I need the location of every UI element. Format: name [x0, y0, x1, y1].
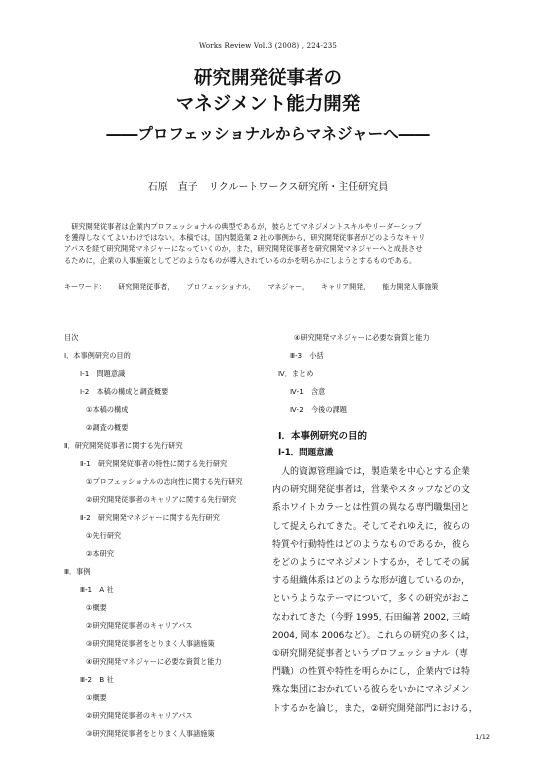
author-affiliation: リクルートワークス研究所・主任研究員 — [208, 182, 389, 193]
keyword: マネジャー， — [267, 283, 309, 291]
body-text — [272, 463, 480, 718]
toc-item: Ⅱ-2 研究開発マネジャーに関する先行研究 — [80, 513, 220, 522]
toc-item: Ⅲ-1 A 社 — [80, 585, 114, 594]
toc-item: ①先行研究 — [86, 531, 122, 540]
body-line: 殊な集団におかれている彼らをいかにマネジメン — [272, 685, 470, 696]
body-line: して捉えられてきた。そしてそれゆえに，彼らの — [272, 521, 471, 532]
author-name: 石原 直子 — [147, 182, 198, 193]
author-line — [0, 178, 536, 193]
keyword: 能力開発人事施策 — [382, 283, 439, 291]
toc-item: Ⅲ．事例 — [64, 567, 91, 576]
subsection-heading: Ⅰ-1．問題意識 — [278, 448, 334, 458]
toc-item: ①プロフェッショナルの志向性に関する先行研究 — [86, 477, 243, 486]
body-line: をどのようにマネジメントするか，そしてその属 — [272, 558, 470, 569]
toc-item: Ⅰ-1 問題意識 — [80, 369, 126, 378]
toc-heading: 目次 — [64, 333, 79, 342]
toc-item: Ⅰ．本事例研究の目的 — [64, 351, 131, 360]
keywords-label: キーワード： — [64, 283, 106, 291]
body-line: 内の研究開発従事者は，営業やスタッフなどの文 — [272, 485, 471, 496]
keywords — [64, 282, 480, 292]
toc-item: ②本研究 — [86, 549, 115, 558]
body-line: 人的資源管理論では，製造業を中心とする企業 — [272, 467, 471, 477]
toc-item: Ⅰ-2 本稿の構成と調査概要 — [80, 387, 169, 396]
abstract-line: るために，企業の人事施策としてどのようなものが導入されているのかを明らかにしようとするものである。 — [64, 255, 417, 265]
keyword: キャリア開発， — [321, 283, 371, 291]
abstract — [64, 221, 480, 266]
body-line: 特質や行動特性はどのようなものであるか，彼ら — [272, 539, 471, 550]
toc-item: Ⅱ．研究開発従事者に関する先行研究 — [64, 441, 183, 450]
toc-item: ①概要 — [86, 693, 107, 702]
toc-item: ②研究開発従事者のキャリアパス — [86, 621, 193, 630]
abstract-line: 研究開発従事者は企業内プロフェッショナルの典型であるが，彼らとてマネジメントスキルやリーダーシップ — [64, 222, 422, 231]
toc-item: ③研究開発従事者をとりまく人事諸施策 — [86, 729, 215, 738]
body-line: というようなテーマについて，多くの研究がおこ — [272, 594, 470, 605]
abstract-line: アパスを経て研究開発マネジャーになっていくのか，また，研究開発従事者を研究開発マネジャーへと成長させ — [64, 244, 423, 254]
toc-item: ④研究開発マネジャーに必要な資質と能力 — [294, 333, 430, 342]
toc-item: Ⅱ-1 研究開発従事者の特性に関する先行研究 — [80, 459, 228, 468]
toc-item: ④研究開発マネジャーに必要な資質と能力 — [86, 657, 222, 666]
paper-subtitle: ――プロフェッショナルからマネジャーへ―― — [106, 125, 430, 143]
keyword: プロフェッショナル， — [186, 283, 256, 291]
abstract-line: を獲得しなくてよいわけではない。本稿では，国内製造業 2 社の事例から，研究開発従事者がどのようなキャリ — [64, 233, 426, 243]
journal-citation: Works Review Vol.3 (2008) , 224-235 — [198, 42, 338, 50]
toc-item: Ⅳ-1 含意 — [290, 387, 326, 396]
toc-item: ①本稿の構成 — [86, 405, 129, 414]
toc-item: ②研究開発従事者のキャリアパス — [86, 711, 193, 720]
toc-item: Ⅲ-3 小括 — [290, 351, 324, 360]
body-line: なわれてきた（今野 1995, 石田編著 2002, 三崎 — [272, 612, 470, 623]
section-heading: Ⅰ．本事例研究の目的 — [278, 431, 368, 442]
body-line: 門職）の性質や特性を明らかにし，企業内では特 — [272, 667, 471, 678]
toc-item: Ⅳ．まとめ — [278, 369, 314, 378]
toc-item: ①概要 — [86, 603, 107, 612]
body-line: トするかを論じ，また，②研究開発部門における， — [272, 703, 478, 714]
body-line: 系ホワイトカラーとは性質の異なる専門職集団と — [272, 503, 470, 514]
keyword: 研究開発従事者， — [118, 283, 175, 291]
body-line: 2004, 岡本 2006など）。これらの研究の多くは， — [272, 630, 475, 641]
toc-item: ②調査の概要 — [86, 423, 129, 432]
paper-title-line1: 研究開発従事者の — [193, 68, 342, 89]
body-line: ①研究開発従事者というプロフェッショナル（専 — [272, 649, 468, 660]
toc-item: Ⅳ-2 今後の課題 — [290, 405, 347, 414]
toc-item: ②研究開発従事者のキャリアに関する先行研究 — [86, 495, 237, 504]
page-number: 1/12 — [475, 733, 490, 741]
paper-title-line2: マネジメント能力開発 — [175, 94, 361, 115]
toc-item: Ⅲ-2 B 社 — [80, 675, 114, 684]
body-line: する組織体系はどのような形が適しているのか， — [272, 576, 471, 587]
toc-item: ③研究開発従事者をとりまく人事諸施策 — [86, 639, 215, 648]
